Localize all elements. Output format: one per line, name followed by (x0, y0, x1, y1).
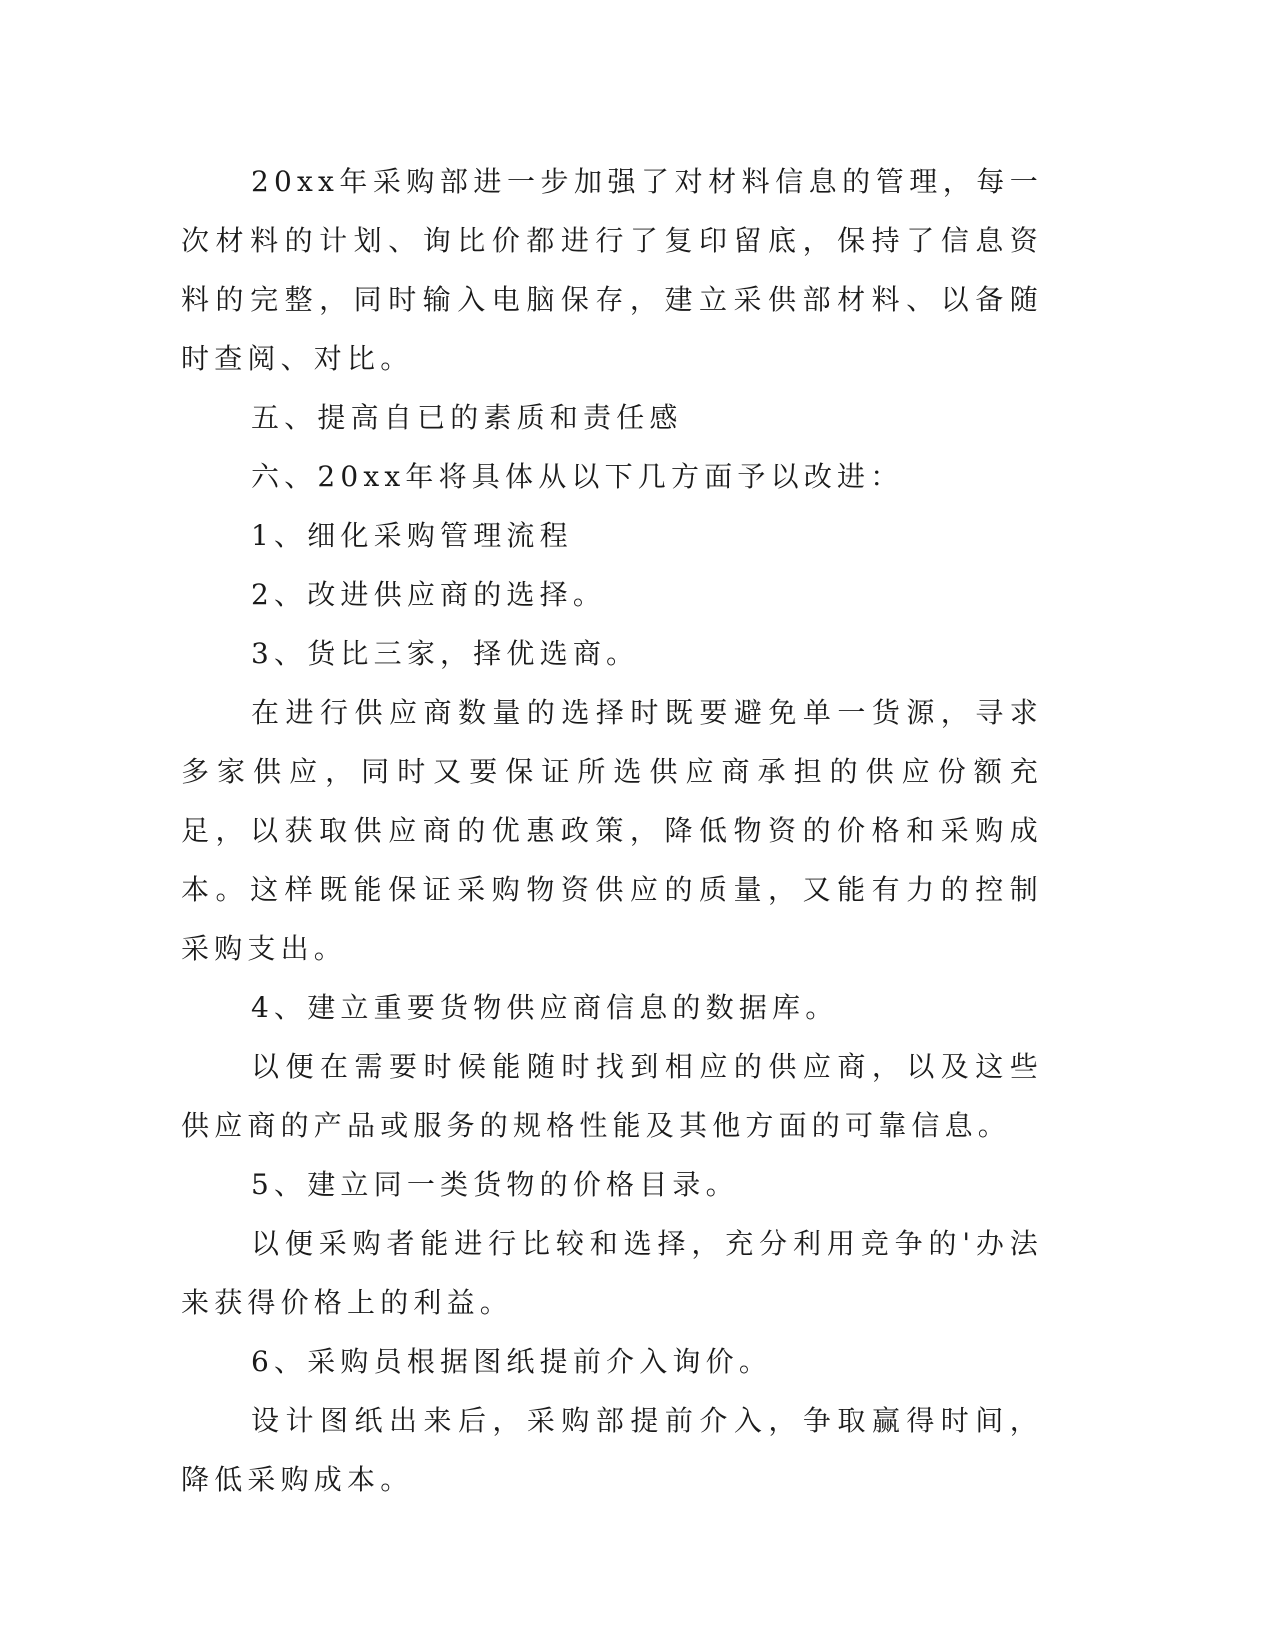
paragraph-supplier-selection: 在进行供应商数量的选择时既要避免单一货源，寻求多家供应，同时又要保证所选供应商承担的供应份额充足，以获取供应商的优惠政策，降低物资的价格和采购成本。这样既能保证采购物资供应的质量，又能有力的控制采购支出。 (181, 696, 1043, 965)
paragraph-item-1: 1、细化采购管理流程 (251, 519, 573, 552)
paragraph-item-6: 6、采购员根据图纸提前介入询价。 (251, 1345, 773, 1378)
paragraph-early-inquiry: 设计图纸出来后，采购部提前介入，争取赢得时间，降低采购成本。 (181, 1404, 1043, 1496)
paragraph-item-2: 2、改进供应商的选择。 (251, 578, 607, 611)
paragraph-heading-five: 五、提高自已的素质和责任感 (251, 401, 683, 434)
paragraph-item-3: 3、货比三家，择优选商。 (251, 637, 640, 670)
paragraph-heading-six: 六、20xx年将具体从以下几方面予以改进： (251, 460, 904, 493)
paragraph-info-management: 20xx年采购部进一步加强了对材料信息的管理，每一次材料的计划、询比价都进行了复印留底，保持了信息资料的完整，同时输入电脑保存，建立采供部材料、以备随时查阅、对比。 (181, 165, 1043, 375)
paragraph-item-4: 4、建立重要货物供应商信息的数据库。 (251, 991, 839, 1024)
paragraph-price-catalog: 以便采购者能进行比较和选择，充分利用竞争的'办法来获得价格上的利益。 (181, 1227, 1043, 1319)
paragraph-item-5: 5、建立同一类货物的价格目录。 (251, 1168, 739, 1201)
paragraph-supplier-database: 以便在需要时候能随时找到相应的供应商，以及这些供应商的产品或服务的规格性能及其他方面的可靠信息。 (181, 1050, 1043, 1142)
document-body (181, 152, 1043, 1509)
